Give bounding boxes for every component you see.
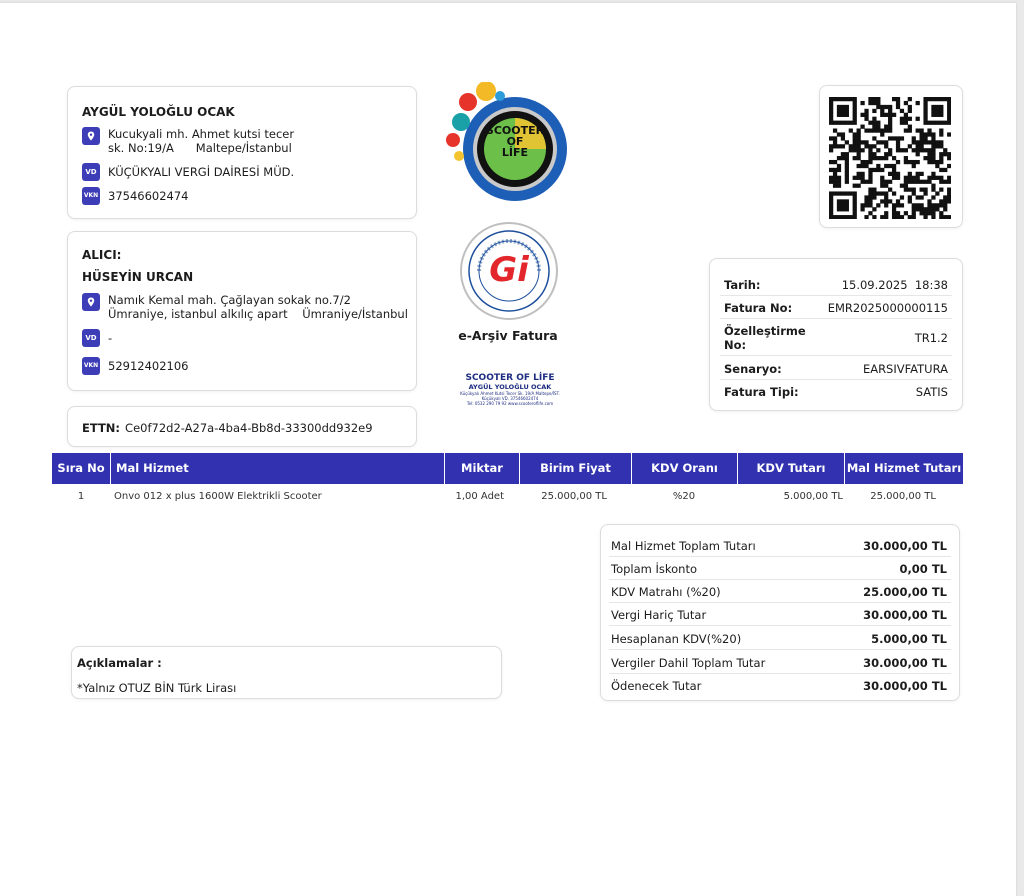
gib-logo-letter: Gi (489, 250, 529, 290)
total-value: 30.000,00 TL (863, 539, 947, 553)
seller-address-line2: sk. No:19/A Maltepe/İstanbul (108, 141, 292, 155)
cell-quantity: 1,00 Adet (455, 491, 504, 502)
stamp-line4: Küçükyalı VD. 37546602474 (481, 396, 539, 401)
total-label: Hesaplanan KDV(%20) (611, 632, 742, 646)
brand-logo-line3: LİFE (501, 146, 529, 159)
col-header-item: Mal Hizmet (110, 453, 444, 484)
ettn-card (67, 406, 417, 447)
location-icon (82, 127, 100, 145)
brand-logo (443, 82, 573, 212)
info-date-value: 15.09.2025 18:38 (841, 278, 948, 292)
total-label: Vergiler Dahil Toplam Tutar (611, 656, 766, 670)
info-date-row (724, 278, 948, 292)
info-type-label: Fatura Tipi: (724, 385, 799, 399)
buyer-name: HÜSEYİN URCAN (82, 270, 194, 284)
stamp-line3: Küçükyalı Ahmet Kutsi Tecer Sk. 19/A Maltepe/İST. (460, 391, 560, 396)
buyer-vkn: 52912402106 (108, 359, 189, 373)
info-invoice-no-value: EMR2025000000115 (827, 301, 948, 315)
cell-vat-rate: %20 (672, 491, 696, 502)
buyer-address-line2: Ümraniye, istanbul alkılıç apart Ümraniye/İstanbul (108, 307, 408, 321)
cell-vat-amount: 5.000,00 TL (783, 491, 843, 502)
total-label: Mal Hizmet Toplam Tutarı (611, 539, 756, 553)
invoice-page (0, 3, 1016, 896)
gib-logo (457, 221, 561, 321)
total-label: Toplam İskonto (611, 562, 698, 576)
seller-address-line1: Kucukyali mh. Ahmet kutsi tecer (108, 127, 295, 141)
info-customization-label: Özelleştirme No: (724, 324, 806, 352)
col-header-order: Sıra No (57, 461, 105, 475)
stamp-line5: Tel: 0532 290 79 92 www.scooteroflife.com (466, 401, 554, 406)
total-value: 0,00 TL (899, 562, 947, 576)
cell-unit-price: 25.000,00 TL (541, 491, 607, 502)
info-customization-value: TR1.2 (914, 331, 948, 345)
info-scenario-label: Senaryo: (724, 362, 782, 376)
col-header-quantity: Miktar (444, 453, 519, 484)
vd-badge: VD (82, 329, 100, 347)
info-date-label: Tarih: (724, 278, 761, 292)
buyer-address-line1: Namık Kemal mah. Çağlayan sokak no.7/2 (108, 293, 351, 307)
info-type-row (724, 385, 948, 399)
total-label: Ödenecek Tutar (611, 679, 702, 693)
stamp-line2: AYGÜL YOLOĞLU OCAK (468, 383, 552, 391)
qr-card (819, 85, 963, 228)
total-label: KDV Matrahı (%20) (611, 585, 721, 599)
notes-heading: Açıklamalar : (77, 656, 162, 670)
qr-code (829, 97, 954, 219)
cell-order: 1 (77, 491, 85, 502)
info-scenario-row (724, 362, 948, 376)
ettn-label: ETTN: (82, 421, 121, 435)
buyer-card (67, 231, 417, 391)
total-value: 30.000,00 TL (863, 656, 947, 670)
total-row (611, 656, 947, 670)
stamp-line1: SCOOTER OF LİFE (465, 373, 555, 383)
total-value: 30.000,00 TL (863, 679, 947, 693)
col-header-unit-price: Birim Fiyat (519, 453, 631, 484)
items-table-header (52, 453, 963, 484)
seller-card (67, 86, 417, 219)
vd-badge: VD (82, 163, 100, 181)
col-header-vat-rate: KDV Oranı (631, 453, 737, 484)
company-stamp (450, 373, 570, 406)
location-icon (82, 293, 100, 311)
total-row (611, 679, 947, 693)
total-row (611, 562, 947, 576)
info-scenario-value: EARSIVFATURA (862, 362, 948, 376)
info-invoice-no-label: Fatura No: (724, 301, 793, 315)
seller-tax-office: KÜÇÜKYALI VERGİ DAİRESİ MÜD. (108, 165, 295, 179)
notes-card (71, 646, 502, 699)
buyer-heading: ALICI: (82, 248, 122, 262)
vkn-badge: VKN (82, 357, 100, 375)
vkn-badge: VKN (82, 187, 100, 205)
ettn-value: Ce0f72d2-A27a-4ba4-Bb8d-33300dd932e9 (125, 421, 373, 435)
cell-line-total: 25.000,00 TL (870, 491, 936, 502)
col-header-line-total: Mal Hizmet Tutarı (844, 453, 963, 484)
total-value: 30.000,00 TL (863, 608, 947, 622)
brand-logo-line2: OF (506, 135, 524, 148)
brand-logo-line1: SCOOTER (485, 124, 545, 137)
invoice-info-card (709, 258, 963, 411)
total-value: 5.000,00 TL (871, 632, 947, 646)
table-row (52, 488, 963, 508)
total-label: Vergi Hariç Tutar (611, 608, 707, 622)
totals-card (600, 524, 960, 701)
document-type: e-Arşiv Fatura (458, 328, 558, 343)
notes-text: *Yalnız OTUZ BİN Türk Lirası (77, 681, 237, 695)
col-header-vat-amount: KDV Tutarı (737, 453, 844, 484)
total-row (611, 585, 947, 599)
cell-item: Onvo 012 x plus 1600W Elektrikli Scooter (114, 491, 322, 502)
info-customization-row (724, 324, 948, 352)
total-value: 25.000,00 TL (863, 585, 947, 599)
info-type-value: SATIS (915, 385, 948, 399)
total-row (611, 632, 947, 646)
buyer-tax-office: - (108, 331, 113, 345)
info-invoice-no-row (724, 301, 948, 315)
total-row (611, 608, 947, 622)
total-row (611, 539, 947, 553)
seller-name: AYGÜL YOLOĞLU OCAK (82, 105, 235, 119)
seller-vkn: 37546602474 (108, 189, 189, 203)
